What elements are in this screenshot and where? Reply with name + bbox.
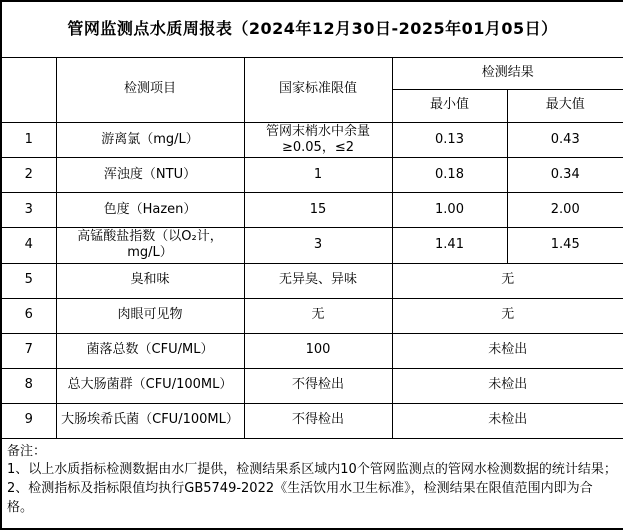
row-item: 高锰酸盐指数（以O₂计，mg/L） xyxy=(56,228,244,264)
row-no: 7 xyxy=(1,333,56,368)
notes-cell xyxy=(1,438,623,529)
table-row xyxy=(1,368,623,403)
row-standard: 不得检出 xyxy=(244,368,392,403)
row-no: 2 xyxy=(1,158,56,193)
header-row xyxy=(1,57,623,89)
row-result: 无 xyxy=(392,298,623,333)
row-max: 1.45 xyxy=(507,228,623,264)
row-result: 未检出 xyxy=(392,403,623,438)
row-min: 0.13 xyxy=(392,122,507,158)
table-row xyxy=(1,403,623,438)
row-result: 未检出 xyxy=(392,333,623,368)
row-item: 臭和味 xyxy=(56,263,244,298)
row-no: 4 xyxy=(1,228,56,264)
row-result: 未检出 xyxy=(392,368,623,403)
row-no: 5 xyxy=(1,263,56,298)
page-title: 管网监测点水质周报表（2024年12月30日-2025年01月05日） xyxy=(1,1,623,57)
table-row xyxy=(1,228,623,264)
row-result: 无 xyxy=(392,263,623,298)
row-standard: 无异臭、异味 xyxy=(244,263,392,298)
row-standard: 100 xyxy=(244,333,392,368)
row-no: 3 xyxy=(1,193,56,228)
row-min: 1.41 xyxy=(392,228,507,264)
header-min-cell: 最小值 xyxy=(392,89,507,122)
row-max: 2.00 xyxy=(507,193,623,228)
notes-label: 备注： xyxy=(7,443,47,459)
row-item: 色度（Hazen） xyxy=(56,193,244,228)
row-item: 游离氯（mg/L） xyxy=(56,122,244,158)
row-standard: 1 xyxy=(244,158,392,193)
table-row xyxy=(1,333,623,368)
table-row xyxy=(1,158,623,193)
row-min: 1.00 xyxy=(392,193,507,228)
row-item: 大肠埃希氏菌（CFU/100ML） xyxy=(56,403,244,438)
row-standard: 不得检出 xyxy=(244,403,392,438)
header-result-group-cell: 检测结果 xyxy=(392,57,623,89)
row-standard: 3 xyxy=(244,228,392,264)
notes-line-1: 1、以上水质指标检测数据由水厂提供，检测结果系区域内10个管网监测点的管网水检测数据的统计结果； xyxy=(7,462,617,478)
row-standard: 15 xyxy=(244,193,392,228)
row-max: 0.34 xyxy=(507,158,623,193)
table-row xyxy=(1,298,623,333)
row-min: 0.18 xyxy=(392,158,507,193)
title-row xyxy=(1,1,623,57)
row-no: 1 xyxy=(1,122,56,158)
header-standard-cell: 国家标准限值 xyxy=(244,57,392,122)
row-no: 8 xyxy=(1,368,56,403)
row-standard: 无 xyxy=(244,298,392,333)
table-row xyxy=(1,193,623,228)
row-item: 总大肠菌群（CFU/100ML） xyxy=(56,368,244,403)
row-no: 9 xyxy=(1,403,56,438)
header-index-cell xyxy=(1,57,56,122)
header-item-cell: 检测项目 xyxy=(56,57,244,122)
table-row xyxy=(1,263,623,298)
header-max-cell: 最大值 xyxy=(507,89,623,122)
row-item: 浑浊度（NTU） xyxy=(56,158,244,193)
row-item: 肉眼可见物 xyxy=(56,298,244,333)
notes-row xyxy=(1,438,623,529)
notes-line-2: 2、检测指标及指标限值均执行GB5749-2022《生活饮用水卫生标准》，检测结果在限值范围内即为合格。 xyxy=(7,481,593,516)
row-item: 菌落总数（CFU/ML） xyxy=(56,333,244,368)
table-row xyxy=(1,122,623,158)
row-standard: 管网末梢水中余量≥0.05，≤2 xyxy=(244,122,392,158)
row-no: 6 xyxy=(1,298,56,333)
row-max: 0.43 xyxy=(507,122,623,158)
